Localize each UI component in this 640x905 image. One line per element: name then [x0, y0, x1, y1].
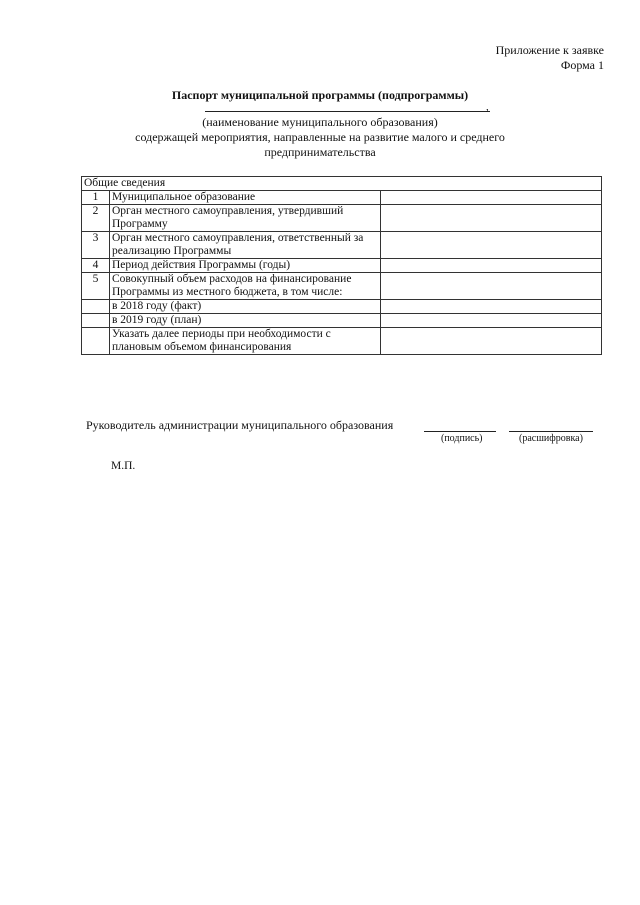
decoding-caption: (расшифровка) — [519, 433, 583, 444]
passport-table — [81, 176, 602, 355]
section-header: Общие сведения — [82, 177, 602, 191]
row-label: Указать далее периоды при необходимости с плановым объемом финансирования — [110, 328, 381, 355]
table-row — [82, 300, 602, 314]
table-row — [82, 191, 602, 205]
row-label: в 2018 году (факт) — [110, 300, 381, 314]
row-label: Период действия Программы (годы) — [110, 259, 381, 273]
row-value — [381, 314, 602, 328]
row-number: 5 — [82, 273, 110, 300]
row-label: Муниципальное образование — [110, 191, 381, 205]
subtitle-line-1: (наименование муниципального образования) — [202, 115, 438, 129]
row-label: Совокупный объем расходов на финансирование Программы из местного бюджета, в том числе: — [110, 273, 381, 300]
subtitle-line-2: содержащей мероприятия, направленные на развитие малого и среднего — [135, 130, 505, 144]
name-line-comma: , — [486, 101, 489, 113]
row-label: Орган местного самоуправления, ответственный за реализацию Программы — [110, 232, 381, 259]
row-label: Орган местного самоуправления, утвердивший Программу — [110, 205, 381, 232]
row-number — [82, 314, 110, 328]
document-subtitle — [0, 115, 640, 160]
stamp-place: М.П. — [111, 460, 136, 472]
appendix-note: Приложение к заявке — [495, 43, 604, 57]
row-number: 3 — [82, 232, 110, 259]
row-value — [381, 191, 602, 205]
signatory-label: Руководитель администрации муниципального образования — [86, 418, 394, 432]
subtitle-line-3: предпринимательства — [264, 145, 376, 159]
row-number: 2 — [82, 205, 110, 232]
table-row — [82, 259, 602, 273]
row-value — [381, 205, 602, 232]
municipality-name-line — [205, 111, 490, 112]
decoding-line — [509, 431, 593, 432]
form-number: Форма 1 — [560, 58, 604, 72]
row-number — [82, 328, 110, 355]
signature-caption: (подпись) — [441, 433, 483, 444]
row-number: 4 — [82, 259, 110, 273]
row-number: 1 — [82, 191, 110, 205]
document-header — [496, 43, 604, 73]
document-title: Паспорт муниципальной программы (подпрограммы) — [171, 88, 469, 102]
row-number — [82, 300, 110, 314]
table-row — [82, 328, 602, 355]
table-row — [82, 314, 602, 328]
row-value — [381, 328, 602, 355]
table-row — [82, 232, 602, 259]
row-value — [381, 232, 602, 259]
row-value — [381, 273, 602, 300]
table-section-header-row — [82, 177, 602, 191]
signature-line — [424, 431, 496, 432]
row-value — [381, 259, 602, 273]
table-row — [82, 273, 602, 300]
row-value — [381, 300, 602, 314]
table-row — [82, 205, 602, 232]
row-label: в 2019 году (план) — [110, 314, 381, 328]
